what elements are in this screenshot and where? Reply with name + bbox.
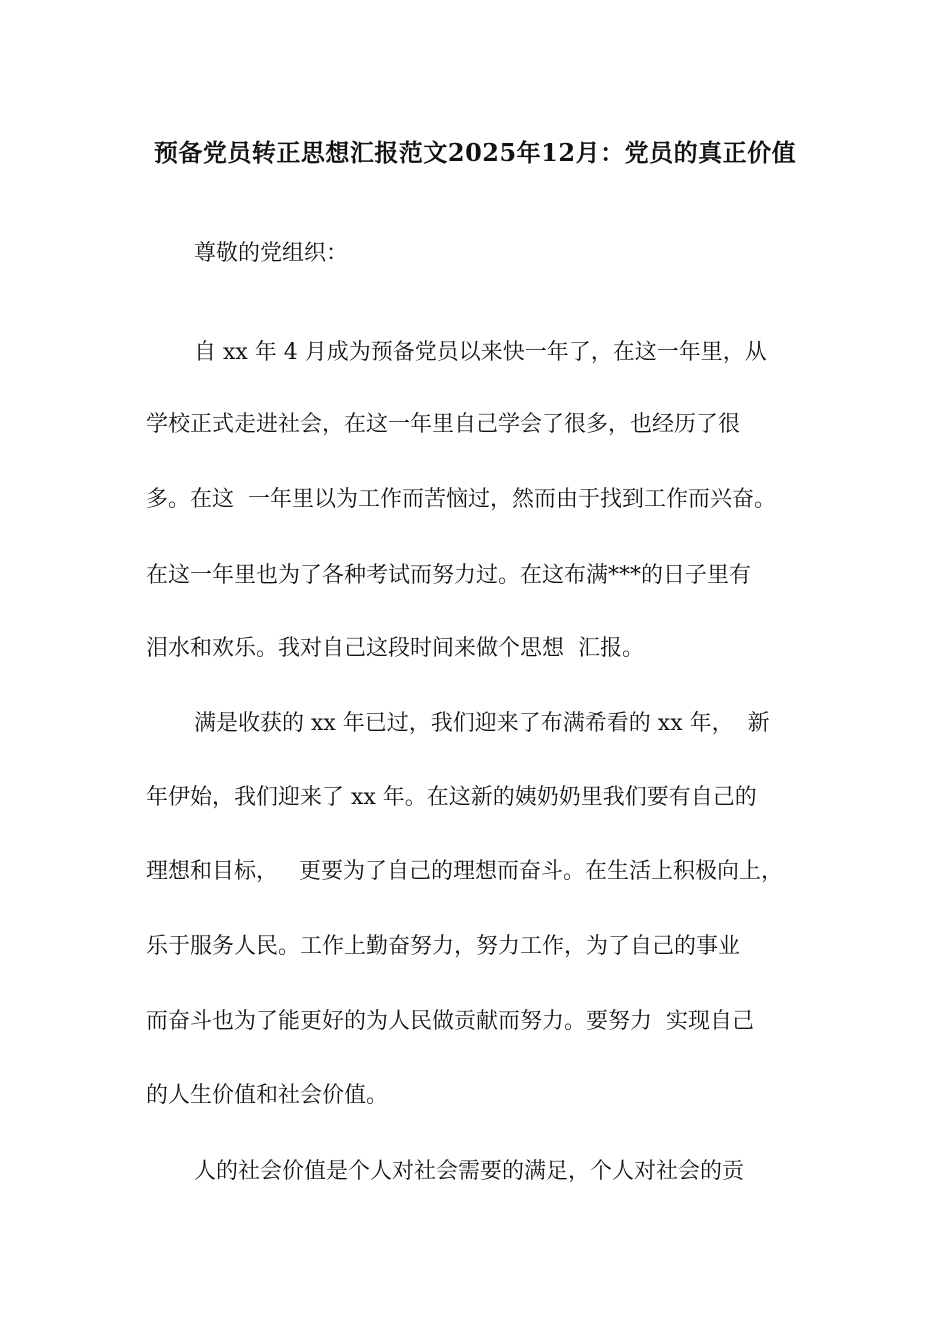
paragraph-2-line-5: 而奋斗也为了能更好的为人民做贡献而努力。要努力 实现自己 xyxy=(146,1009,754,1034)
paragraph-2-line-6: 的人生价值和社会价值。 xyxy=(146,1083,389,1108)
paragraph-2-line-2: 年伊始，我们迎来了 xx 年。在这新的姨奶奶里我们要有自己的 xyxy=(146,785,757,810)
salutation-line: 尊敬的党组织： xyxy=(194,241,349,266)
paragraph-1-line-1: 自 xx 年 4 月成为预备党员以来快一年了，在这一年里，从 xyxy=(194,340,767,365)
paragraph-2-line-3: 理想和目标， 更要为了自己的理想而奋斗。在生活上积极向上， xyxy=(146,859,783,884)
paragraph-3-line-1: 人的社会价值是个人对社会需要的满足，个人对社会的贡 xyxy=(194,1159,745,1184)
paragraph-1-line-2: 学校正式走进社会，在这一年里自己学会了很多，也经历了很 xyxy=(146,412,741,437)
paragraph-1-line-4: 在这一年里也为了各种考试而努力过。在这布满***的日子里有 xyxy=(146,563,752,588)
document-title: 预备党员转正思想汇报范文2025年12月：党员的真正价值 xyxy=(153,138,797,167)
paragraph-2-line-4: 乐于服务人民。工作上勤奋努力，努力工作，为了自己的事业 xyxy=(146,934,741,959)
paragraph-1-line-3: 多。在这 一年里以为工作而苦恼过，然而由于找到工作而兴奋。 xyxy=(146,487,776,512)
paragraph-1-line-5: 泪水和欢乐。我对自己这段时间来做个思想 汇报。 xyxy=(146,636,644,661)
paragraph-2-line-1: 满是收获的 xx 年已过，我们迎来了布满希看的 xx 年， 新 xyxy=(194,711,770,736)
